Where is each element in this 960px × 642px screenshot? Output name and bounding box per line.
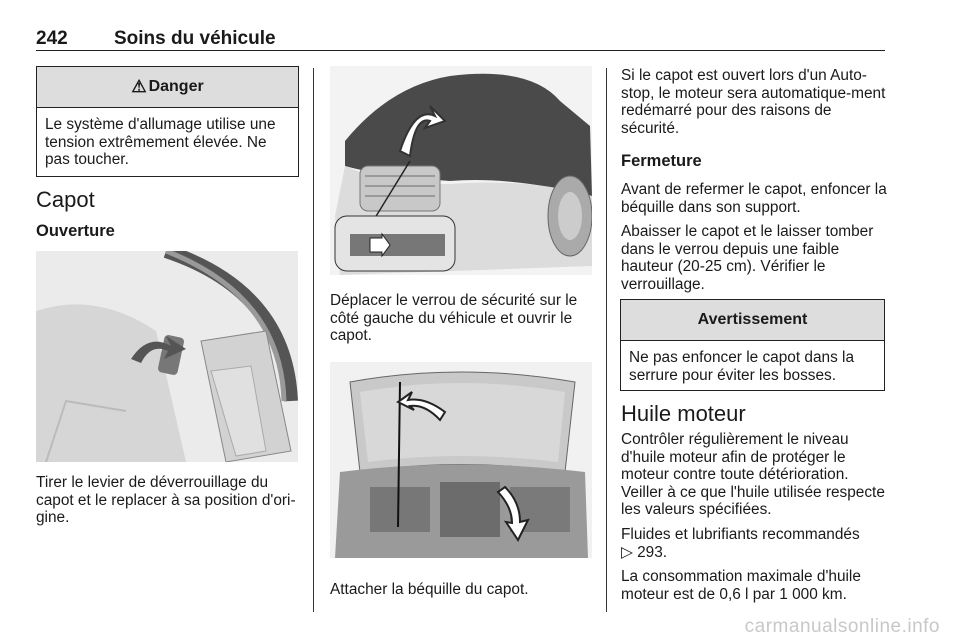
column-divider-1 bbox=[313, 68, 314, 612]
danger-title: Danger bbox=[148, 78, 204, 95]
caption-attach-prop: Attacher la béquille du capot. bbox=[330, 581, 529, 598]
page-title: Soins du véhicule bbox=[114, 28, 276, 49]
subsection-title-fermeture: Fermeture bbox=[621, 152, 702, 170]
autostop-paragraph: Si le capot est ouvert lors d'un Auto-stop, le moteur sera automatique-ment redémarré pour des raisons de sécurité. bbox=[621, 67, 886, 137]
page-ref-link[interactable]: 293. bbox=[637, 543, 668, 561]
danger-box bbox=[36, 66, 299, 177]
column-divider-2 bbox=[606, 68, 607, 612]
hood-latch-illustration bbox=[330, 66, 592, 275]
warning-box-header: Avertissement bbox=[621, 300, 884, 341]
warning-text: Ne pas enfoncer le capot dans la serrure pour éviter les bosses. bbox=[629, 349, 855, 384]
warning-box bbox=[620, 299, 885, 391]
hood-prop-rod-illustration bbox=[330, 362, 592, 558]
danger-text: Le système d'allumage utilise une tension extrêmement élevée. Ne pas toucher. bbox=[45, 116, 276, 169]
huile-paragraph-1: Contrôler régulièrement le niveau d'huile moteur afin de protéger le moteur contre toute détérioration. Veiller à ce que l'huile utilisée respecte les valeurs spécifiées. bbox=[621, 431, 885, 519]
page-ref-arrow-icon: ▷ bbox=[621, 543, 633, 561]
caption-move-latch: Déplacer le verrou de sécurité sur le côté gauche du véhicule et ouvrir le capot. bbox=[330, 292, 578, 345]
huile-paragraph-2 bbox=[621, 526, 889, 561]
fermeture-paragraph-1: Avant de refermer le capot, enfoncer la béquille dans son support. bbox=[621, 181, 887, 216]
page-header bbox=[36, 22, 885, 51]
fluids-reference-text: Fluides et lubrifiants recommandés bbox=[621, 526, 860, 543]
watermark: carmanualsonline.info bbox=[744, 616, 940, 637]
danger-box-header bbox=[37, 67, 298, 108]
warning-triangle-icon: ⚠ bbox=[131, 77, 147, 96]
subsection-title-ouverture: Ouverture bbox=[36, 222, 115, 240]
hood-release-lever-illustration bbox=[36, 251, 298, 462]
page-number: 242 bbox=[36, 28, 68, 49]
fermeture-paragraph-2: Abaisser le capot et le laisser tomber dans le verrou depuis une faible hauteur (20-25 cm). Vérifier le verrouillage. bbox=[621, 223, 874, 293]
huile-paragraph-3: La consommation maximale d'huile moteur est de 0,6 l par 1 000 km. bbox=[621, 568, 861, 603]
section-title-capot: Capot bbox=[36, 187, 95, 212]
section-title-huile-moteur: Huile moteur bbox=[621, 401, 746, 426]
caption-hood-release: Tirer le levier de déverrouillage du capot et le replacer à sa position d'ori-gine. bbox=[36, 474, 296, 527]
